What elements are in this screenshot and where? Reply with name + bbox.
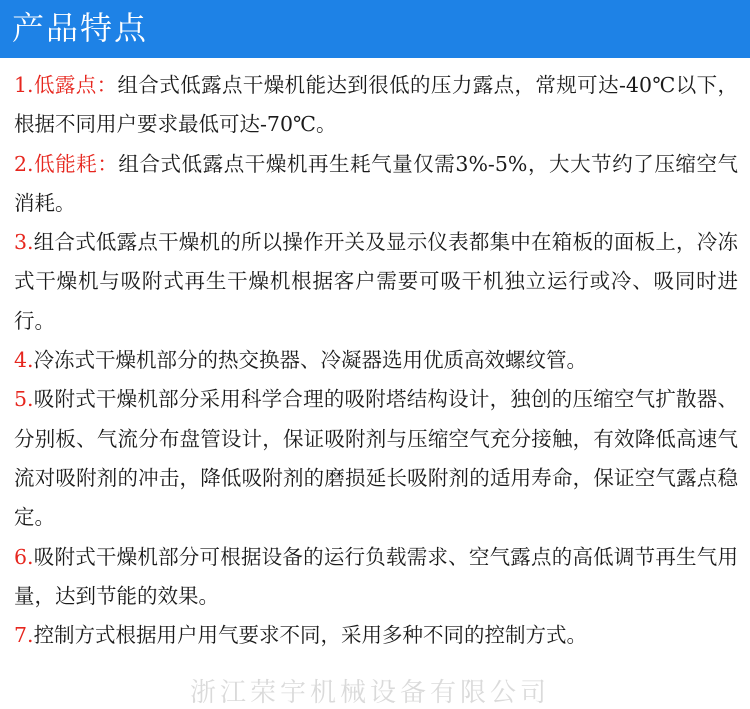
feature-number: 7. bbox=[14, 623, 34, 648]
section-title: 产品特点 bbox=[12, 9, 149, 47]
company-watermark: 浙江荣宇机械设备有限公司 bbox=[190, 678, 551, 708]
feature-number: 3. bbox=[14, 230, 34, 255]
feature-item-6 bbox=[14, 538, 738, 617]
feature-text: 组合式低露点干燥机能达到很低的压力露点，常规可达-40℃以下，根据不同用户要求最低可达-70℃。 bbox=[14, 73, 738, 137]
feature-text: 冷冻式干燥机部分的热交换器、冷凝器选用优质高效螺纹管。 bbox=[33, 348, 588, 373]
feature-list bbox=[14, 66, 738, 655]
feature-number: 2. bbox=[14, 151, 34, 176]
feature-item-7 bbox=[14, 616, 738, 655]
feature-number: 5. bbox=[14, 387, 34, 412]
feature-number: 6. bbox=[14, 544, 34, 569]
feature-text: 吸附式干燥机部分采用科学合理的吸附塔结构设计，独创的压缩空气扩散器、分别板、气流分布盘管设计，保证吸附剂与压缩空气充分接触，有效降低高速气流对吸附剂的冲击，降低吸附剂的磨损延长吸附剂的适用寿命，保证空气露点稳定。 bbox=[14, 387, 738, 530]
feature-item-5 bbox=[14, 380, 738, 537]
feature-text: 吸附式干燥机部分可根据设备的运行负载需求、空气露点的高低调节再生气用量，达到节能的效果。 bbox=[14, 544, 738, 608]
feature-text: 组合式低露点干燥机再生耗气量仅需3%-5%，大大节约了压缩空气消耗。 bbox=[14, 151, 739, 215]
feature-label: 低能耗： bbox=[33, 151, 119, 176]
feature-number: 4. bbox=[14, 348, 34, 373]
feature-item-4 bbox=[14, 341, 738, 380]
feature-item-3 bbox=[14, 223, 738, 341]
feature-item-1 bbox=[14, 66, 738, 145]
header-divider bbox=[0, 58, 750, 62]
feature-text: 组合式低露点干燥机的所以操作开关及显示仪表都集中在箱板的面板上，冷冻式干燥机与吸附式再生干燥机根据客户需要可吸干机独立运行或冷、吸同时进行。 bbox=[14, 230, 738, 333]
feature-item-2 bbox=[14, 145, 738, 224]
feature-label: 低露点： bbox=[33, 73, 118, 97]
feature-number: 1. bbox=[14, 73, 34, 97]
feature-text: 控制方式根据用户用气要求不同，采用多种不同的控制方式。 bbox=[33, 623, 588, 648]
section-header bbox=[0, 0, 750, 58]
